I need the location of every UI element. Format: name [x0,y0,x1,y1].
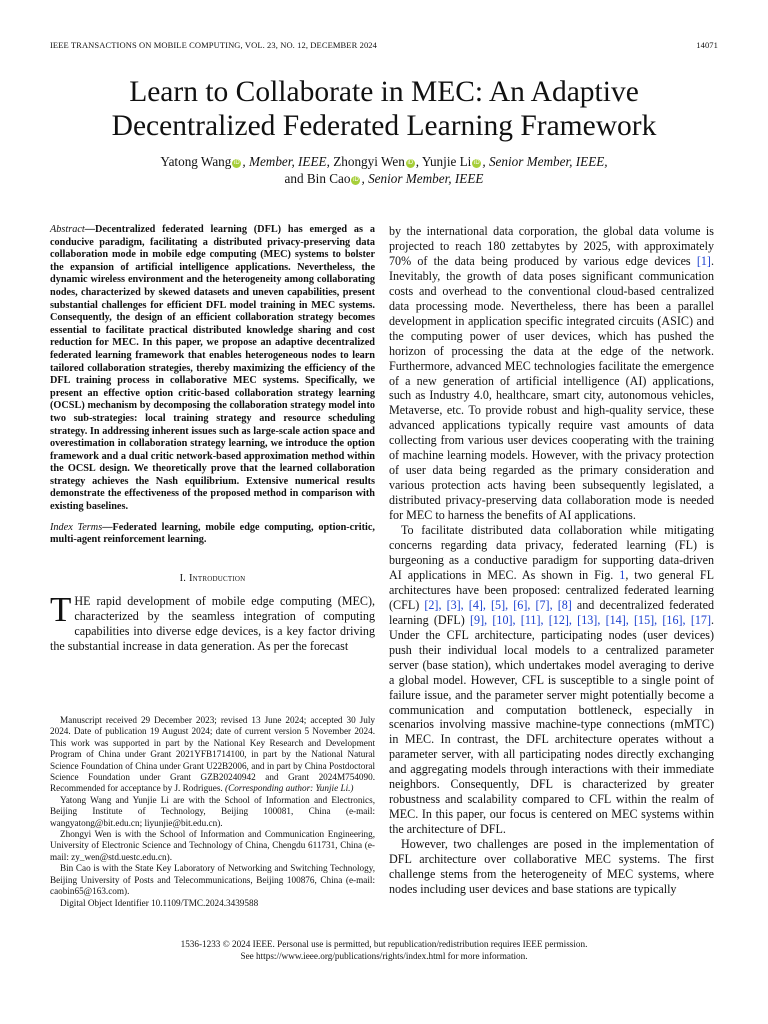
citation-link[interactable]: [9], [10], [11], [12], [13], [14], [15], [16], [17] [470,612,711,627]
section-number: I. [179,572,187,584]
author-name: Yatong Wang [160,154,232,169]
author-name: , Zhongyi Wen [326,154,405,169]
copyright-footer [40,939,728,962]
body-paragraph [389,224,714,523]
intro-paragraph [50,589,375,654]
footnote-text: Manuscript received 29 December 2023; revised 13 June 2024; accepted 30 July 2024. Date of publication 19 August 2024; date of current version 5 November 2024. This work was supported in part by the National Key Research and Development Program of China under Grant 2021YFB1714100, in part by the National Natural Science Foundation of China under Grant U22B2006, and in part by China Postdoctoral Science Foundation under Grant GZB20240942 and Grant 2024M754090. Recommended for acceptance by J. Rodrigues. [50,715,375,794]
intro-text: HE rapid development of mobile edge computing (MEC), characterized by the seamless integration of computing capabilities into diverse edge devices, is a key factor driving the substantial increase in data generation. As per the forecast [50,593,375,653]
index-terms-text: —Federated learning, mobile edge computing, option-critic, multi-agent reinforcement learning. [50,521,375,546]
paper-title [40,75,728,143]
page-number: 14071 [696,40,718,50]
body-paragraph [389,523,714,837]
doi: Digital Object Identifier 10.1109/TMC.2024.3439588 [60,897,259,908]
footnote-manuscript [50,715,375,795]
body-text: To facilitate distributed data collaboration while mitigating concerns regarding data privacy, federated learning (FL) is burgeoning as a conductive paradigm for supporting data-driven AI applications in MEC. As shown in Fig. [389,523,714,582]
author-role: , Member, IEEE [242,154,327,169]
corresponding-author: (Corresponding author: Yunjie Li.) [225,783,354,794]
body-text: . Under the CFL architecture, participating nodes (user devices) push their individual local models to a centralized parameter server (base station), which undertakes model averaging to derive a global model. However, CFL is susceptible to a single point of failure issue, and the parameter server might potentially become a communication and computation bottleneck, especially in scenarios involving massive machine-type connections (mMTC) in MEC. In contrast, the DFL architecture operates without a parameter server, with all participating nodes directly exchanging and aggregating models through interactions with their immediate neighbors. Consequently, DFL is characterized by greater robustness and scalability compared to CFL within the realm of MEC. In this paper, our focus is centered on MEC systems within the architecture of DFL. [389,612,714,837]
citation-link[interactable]: [1] [696,253,711,268]
body-text: by the international data corporation, the global data volume is projected to reach 180 zettabytes by 2025, with approximately 70% of the data being produced by various edge devices [389,224,714,268]
orcid-icon[interactable]: iD [474,160,480,166]
body-paragraph: However, two challenges are posed in the implementation of DFL architecture over collaborative MEC systems. The first challenge stems from the heterogeneity of MEC systems, where nodes including user devices and base stations are typically [389,837,714,896]
orcid-icon[interactable]: iD [407,160,414,166]
journal-header: IEEE TRANSACTIONS ON MOBILE COMPUTING, VOL. 23, NO. 12, DECEMBER 2024 [50,40,377,50]
title-line-1: Learn to Collaborate in MEC: An Adaptive [129,76,639,108]
figure-link[interactable]: 1 [619,567,626,582]
body-text: and decentralized federated learning (DFL) [389,597,714,627]
author-role: , Senior Member, IEEE, [482,154,608,169]
footnote-affiliation: Bin Cao is with the State Key Laboratory of Networking and Switching Technology, Beijing University of Posts and Telecommunications, Beijing 100876, China (e-mail: caobin65@163.com). [50,863,375,897]
left-column [50,224,375,654]
index-terms [50,522,375,547]
body-text: . Inevitably, the growth of data poses significant communication costs and overhead to the conventional cloud-based centralized data processing mode. Nevertheless, there has been a parallel development in application specific integrated circuits (ASIC) and the computing power of user devices, which has pushed the horizon of processing the data at the edge of the network. Furthermore, advanced MEC technologies facilitate the emergence of a new generation of artificial intelligence (AI) applications, such as Industry 4.0, healthcare, smart city, autonomous vehicles, Metaverse, etc. To provide robust and high-quality service, these advanced applications typically require vast amounts of data collecting from various user devices cooperating with the training of machine learning models. However, with the privacy protection of user data being regarded as the primary consideration and various protection acts having been subsequently legislated, a distributed privacy-preserving data collaboration mode is needed for MEC to harness the benefits of AI applications. [389,253,714,523]
orcid-icon[interactable]: iD [353,177,359,183]
footnote-affiliation: Zhongyi Wen is with the School of Information and Communication Engineering, University of Electronic Science and Technology of China, Chengdu 611731, China (e-mail: zy_wen@std.uestc.edu.cn). [50,829,375,862]
drop-cap: T [50,589,72,629]
author-role: , Senior Member, IEEE [361,171,484,186]
abstract [50,224,375,514]
citation-link[interactable]: [2], [3], [4], [5], [6], [7], [8] [424,597,572,612]
author-name: and Bin Cao [284,171,351,186]
copyright-line: 1536-1233 © 2024 IEEE. Personal use is permitted, but republication/redistribution requires IEEE permission. [180,939,588,949]
footnotes [50,715,375,909]
author-list [40,153,728,187]
right-column [389,224,714,897]
index-terms-label: Index Terms [50,521,103,533]
footnote-affiliation: Yatong Wang and Yunjie Li are with the School of Information and Electronics, Beijing Institute of Technology, Beijing 100081, China (e-mail: wangyatong@bit.edu.cn; liyunjie@bit.edu.cn). [50,794,375,828]
orcid-icon[interactable]: iD [234,160,240,166]
running-header [50,40,718,52]
section-title: Introduction [188,572,246,584]
title-line-2: Decentralized Federated Learning Framework [111,110,657,142]
rights-line: See https://www.ieee.org/publications/rights/index.html for more information. [240,950,528,961]
author-name: , Yunjie Li [415,154,472,169]
authors-line-2 [40,170,728,187]
body-text: , two general FL architectures have been proposed: centralized federated learning (CFL) [389,567,714,612]
abstract-text: —Decentralized federated learning (DFL) has emerged as a conducive paradigm, facilitating a distributed privacy-preserving data collaboration mode in mobile edge computing (MEC) systems to bolster the expansion of artificial intelligence applications. Nevertheless, the dynamic wireless environment and the heterogeneity among collaborating nodes, characterized by skewed datasets and uneven capabilities, present substantial challenges for efficient DFL model training in MEC systems. Consequently, the design of an efficient collaboration strategy becomes essential to facilitate practical distributed knowledge sharing and cost reduction for MEC. In this paper, we propose an adaptive decentralized federated learning framework that enables heterogeneous nodes to learn tailored collaboration strategies, thereby maximizing the efficiency of the DFL training process in collaborative MEC systems. Specifically, we present an effective option critic-based collaboration strategy learning (OCSL) mechanism by decomposing the collaboration strategy model into two sub-strategies: local training strategy and resource scheduling strategy. In addressing inherent issues such as large-scale action space and overestimation in collaboration strategy learning, we introduce the option framework and a dual critic network-based approximation method within the OCSL design. We theoretically prove that the learned collaboration strategy achieves the Nash equilibrium. Extensive numerical results demonstrate the effectiveness of the proposed method in comparison with existing baselines. [50,224,375,513]
abstract-label: Abstract [50,224,85,235]
section-heading [50,573,375,584]
authors-line-1 [40,153,728,170]
